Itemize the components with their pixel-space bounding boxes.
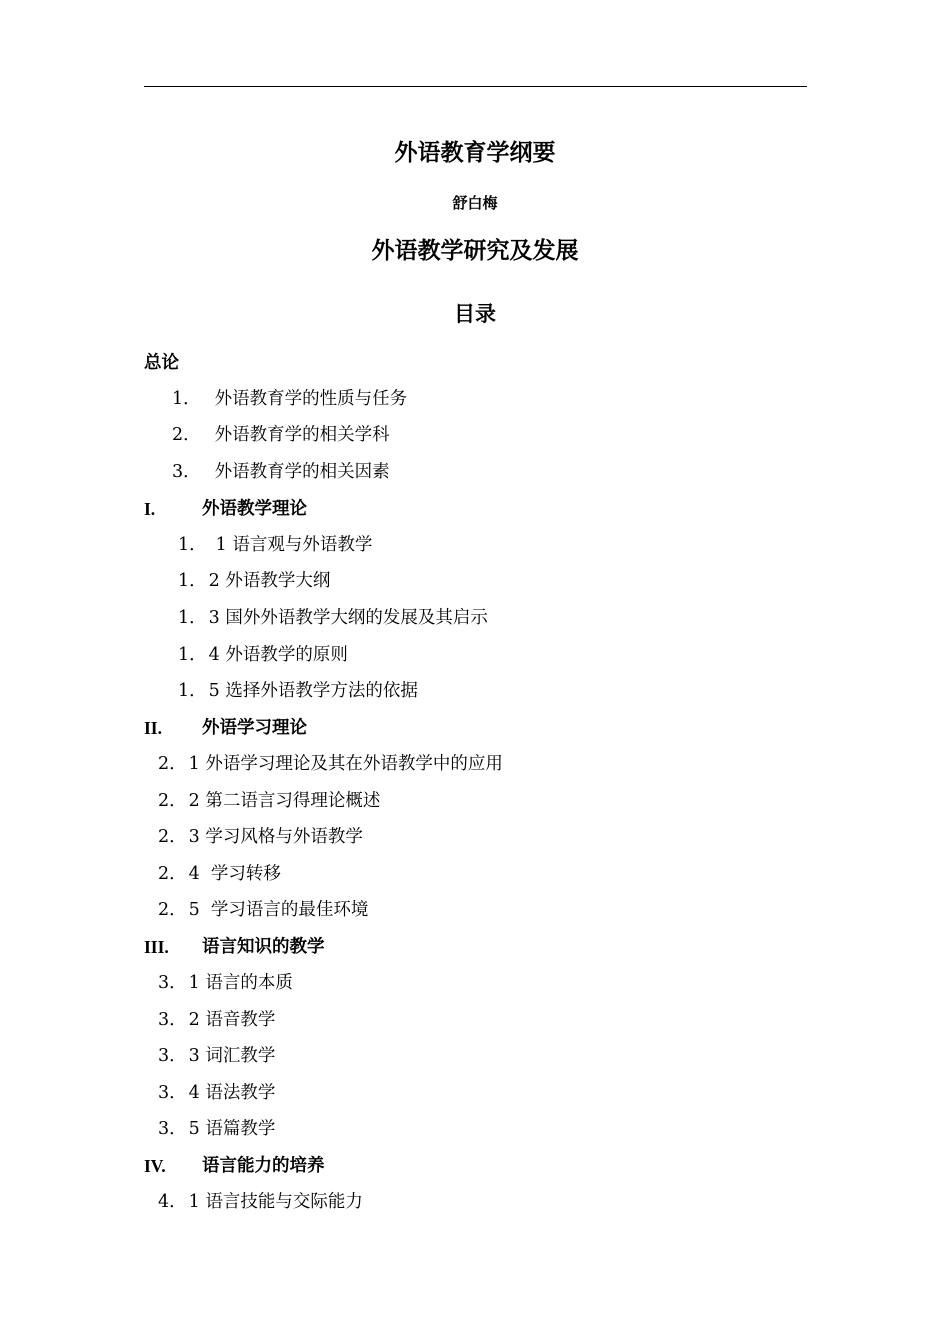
toc-item[interactable] bbox=[158, 897, 368, 923]
toc-item-number: 2． bbox=[158, 864, 187, 884]
toc-item[interactable] bbox=[158, 1043, 275, 1069]
toc-item-label: 4 外语教学的原则 bbox=[208, 645, 348, 665]
toc-item-label: 3 国外外语教学大纲的发展及其启示 bbox=[208, 608, 488, 628]
toc-item[interactable] bbox=[158, 751, 503, 777]
toc-item-label: 3 学习风格与外语教学 bbox=[188, 827, 363, 847]
toc-item[interactable] bbox=[178, 568, 330, 594]
toc-item[interactable] bbox=[172, 459, 390, 485]
toc-item-label: 4 语法教学 bbox=[188, 1083, 276, 1103]
toc-item[interactable] bbox=[158, 1189, 363, 1215]
document-title: 外语教育学纲要 bbox=[394, 140, 556, 166]
toc-item-number: 2． bbox=[158, 827, 187, 847]
toc-item[interactable] bbox=[178, 605, 488, 631]
toc-item-number: 1． bbox=[178, 608, 207, 628]
section-title: 语言能力的培养 bbox=[202, 1156, 325, 1176]
toc-intro-heading[interactable] bbox=[144, 350, 179, 376]
toc-item-label: 3 词汇教学 bbox=[188, 1046, 276, 1066]
toc-item-number: 3． bbox=[158, 1119, 187, 1139]
toc-item-number: 2． bbox=[158, 791, 187, 811]
toc-item-label: 2 第二语言习得理论概述 bbox=[188, 791, 381, 811]
toc-item[interactable] bbox=[158, 1080, 275, 1106]
toc-intro-heading-text: 总论 bbox=[144, 353, 179, 373]
toc-item-label: 2 语音教学 bbox=[188, 1010, 276, 1030]
toc-item-label: 2 外语教学大纲 bbox=[208, 571, 331, 591]
section-numeral: III. bbox=[144, 937, 169, 957]
toc-item[interactable] bbox=[172, 422, 390, 448]
toc-item[interactable] bbox=[172, 386, 407, 412]
toc-item-number: 3． bbox=[172, 462, 201, 482]
section-numeral: II. bbox=[144, 718, 162, 738]
toc-item-number: 1． bbox=[178, 571, 207, 591]
toc-item[interactable] bbox=[158, 1007, 275, 1033]
toc-item-label: 5 选择外语教学方法的依据 bbox=[208, 681, 418, 701]
toc-item[interactable] bbox=[178, 678, 418, 704]
toc-item-number: 1． bbox=[178, 535, 207, 555]
toc-item-label: 1 语言观与外语教学 bbox=[215, 535, 373, 555]
section-numeral: IV. bbox=[144, 1156, 166, 1176]
toc-item-number: 3． bbox=[158, 973, 187, 993]
toc-item-label: 5 学习语言的最佳环境 bbox=[188, 900, 369, 920]
toc-heading: 目录 bbox=[454, 302, 496, 326]
toc-item-label: 5 语篇教学 bbox=[188, 1119, 276, 1139]
header-rule bbox=[144, 86, 807, 87]
section-title: 外语学习理论 bbox=[202, 718, 307, 738]
document-subtitle: 外语教学研究及发展 bbox=[371, 238, 579, 264]
toc-item-number: 2． bbox=[172, 425, 201, 445]
toc-item-label: 外语教育学的性质与任务 bbox=[214, 389, 408, 409]
toc-item-label: 1 外语学习理论及其在外语教学中的应用 bbox=[188, 754, 503, 774]
toc-item-number: 3． bbox=[158, 1046, 187, 1066]
section-title: 语言知识的教学 bbox=[202, 937, 325, 957]
toc-item-number: 2． bbox=[158, 900, 187, 920]
author-name: 舒白梅 bbox=[452, 194, 498, 212]
toc-item[interactable] bbox=[158, 861, 281, 887]
toc-item[interactable] bbox=[158, 824, 363, 850]
toc-item-number: 3． bbox=[158, 1083, 187, 1103]
toc-item[interactable] bbox=[158, 788, 380, 814]
section-numeral: I. bbox=[144, 499, 156, 519]
toc-item[interactable] bbox=[178, 532, 372, 558]
toc-item-label: 4 学习转移 bbox=[188, 864, 281, 884]
toc-item-label: 外语教育学的相关因素 bbox=[214, 462, 390, 482]
toc-item-number: 1． bbox=[172, 389, 201, 409]
section-title: 外语教学理论 bbox=[202, 499, 307, 519]
toc-item-number: 2． bbox=[158, 754, 187, 774]
toc-item-number: 1． bbox=[178, 681, 207, 701]
toc-item-label: 外语教育学的相关学科 bbox=[214, 425, 390, 445]
toc-item-number: 4． bbox=[158, 1192, 187, 1212]
toc-item-label: 1 语言技能与交际能力 bbox=[188, 1192, 363, 1212]
toc-item-label: 1 语言的本质 bbox=[188, 973, 293, 993]
toc-item[interactable] bbox=[178, 642, 348, 668]
toc-item-number: 3． bbox=[158, 1010, 187, 1030]
toc-item[interactable] bbox=[158, 1116, 275, 1142]
toc-item[interactable] bbox=[158, 970, 293, 996]
toc-item-number: 1． bbox=[178, 645, 207, 665]
